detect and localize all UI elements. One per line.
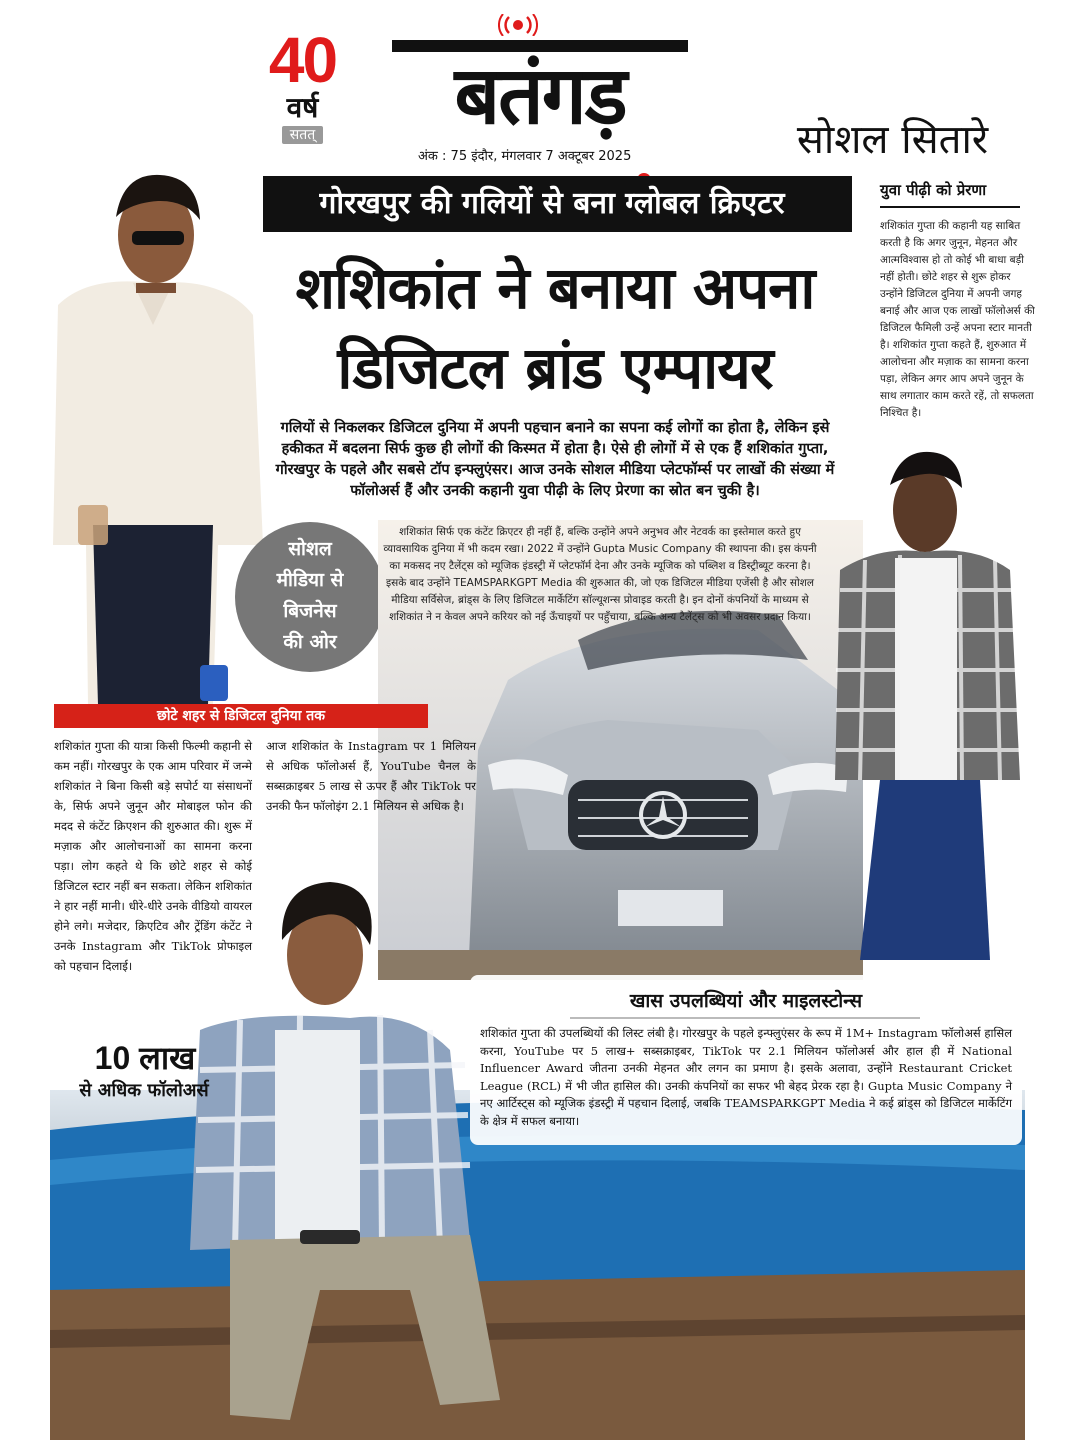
years-tag: सतत् [282,126,323,144]
portrait-photo-beige-shirt [48,165,263,705]
circle-line-2: मीडिया से [276,569,344,591]
edition-line: अंक : 75 इंदौर, मंगलवार 7 अक्टूबर 2025 [418,149,632,164]
years-number: 40 [268,24,337,96]
milestones-text: शशिकांत गुप्ता की उपलब्धियों की लिस्ट लंबी है। गोरखपुर के पहले इन्फ्लुएंसर के रूप में 1M+ Instagram फॉलोअर्स हासिल करना, YouTube पर 5 लाख+ सब्सक्राइबर, TikTok पर 2.1 मिलियन फॉलोअर्स और हाल ही में National Influencer Award जीतना उनकी मेहनत और लगन का प्रमाण है। इसके अलावा, उन्होंने Restaurant Cricket League (RCL) में भी जीत हासिल की। उनकी कंपनियों का सफर भी बेहद प्रेरक रहा है। Gupta Music Company ने नए आर्टिस्ट्स को म्यूजिक इंडस्ट्री में पहचान दिलाई, जबकि TEAMSPARKGPT Media ने कई ब्रांड्स को डिजिटल मार्केटिंग के क्षेत्र में सफल बनाया। [480,1026,1012,1128]
headline-line-1: शशिकांत ने बनाया अपना [295,254,815,322]
milestones-underline [570,1017,920,1019]
sidebar-rule [880,206,1020,208]
sidebar-text: शशिकांत गुप्ता की कहानी यह साबित करती है कि अगर जुनून, मेहनत और आत्मविश्वास हो तो कोई भी बाधा बड़ी नहीं होती। छोटे शहर से शुरू होकर उन्होंने डिजिटल दुनिया में अपनी जगह बनाई और आज एक लाखों फॉलोअर्स की डिजिटल फैमिली उन्हें अपना स्टार मानती है। शशिकांत गुप्ता कहते हैं, शुरुआत में आलोचना और मज़ाक का सामना करना पड़ा, लेकिन अगर आप अपने जुनून के साथ लगातार काम करते रहें, तो सफलता निश्चित है। [880,220,1035,419]
headline-line-2: डिजिटल ब्रांड एम्पायर [337,334,773,402]
milestones-box [470,975,1022,1145]
small-town-column-2: आज शशिकांत के Instagram पर 1 मिलियन से अधिक फॉलोअर्स हैं, YouTube चैनल के सब्सक्राइबर 5 लाख से ऊपर हैं और TikTok पर उनकी फैन फॉलोइंग 2.1 मिलियन से अधिक है। [266,739,476,813]
sidebar-inspiration [880,180,1035,422]
broadcast-icon [498,14,538,36]
circle-line-4: की ओर [283,631,337,653]
forty-years-badge [255,24,350,144]
kicker-banner: गोरखपुर की गलियों से बना ग्लोबल क्रिएटर [252,176,852,232]
business-paragraph: शशिकांत सिर्फ एक कंटेंट क्रिएटर ही नहीं हैं, बल्कि उन्होंने अपने अनुभव और नेटवर्क का इस्तेमाल करते हुए व्यावसायिक दुनिया में भी कदम रखा। 2022 में उन्होंने Gupta Music Company की स्थापना की। इस कंपनी का मकसद नए टैलेंट्स को म्यूजिक इंडस्ट्री में प्लेटफॉर्म देना और उनके म्यूजिक को पब्लिश व डिस्ट्रीब्यूट करना है। इसके बाद उन्होंने TEAMSPARKGPT Media की शुरुआत की, जो एक डिजिटल मीडिया एजेंसी है और सोशल मीडिया सर्विसेज, ब्रांड्स के लिए डिजिटल मार्केटिंग सॉल्यूशन्स प्रोवाइड करती है। इन दोनों कंपनियों के माध्यम से शशिकांत ने न केवल अपने करियर को नई ऊँचाइयों पर पहुँचाया, बल्कि अन्य टैलेंट्स को भी अवसर प्रदान किया। [383,526,817,623]
years-word: वर्ष [286,91,319,124]
followers-number: 10 लाख [94,1040,196,1076]
small-town-column-1: शशिकांत गुप्ता की यात्रा किसी फिल्मी कहानी से कम नहीं। गोरखपुर के एक आम परिवार में जन्मे शशिकांत ने बिना किसी बड़े सपोर्ट या संसाधनों के, सिर्फ अपने जुनून और मोबाइल फोन की मदद से कंटेंट क्रिएशन की शुरुआत की। शुरू में मज़ाक और आलोचनाओं का सामना करना पड़ा। लोग कहते थे कि छोटे शहर से कोई डिजिटल स्टार नहीं बन सकता। लेकिन शशिकांत ने हार नहीं मानी। धीरे-धीरे उनके वीडियो वायरल होने लगे। मजेदार, क्रिएटिव और ट्रेंडिंग कंटेंट ने उनके Instagram और TikTok प्रोफाइल को पहचान दिलाई। [54,739,252,973]
boat-photo [50,860,1025,1440]
masthead-logo [392,40,688,146]
sidebar-title: युवा पीढ़ी को प्रेरणा [880,181,987,199]
business-circle-badge [235,522,385,672]
circle-line-1: सोशल [288,538,332,560]
masthead-name: बतंगड़ [454,49,626,142]
headline [250,248,860,408]
section-title: सोशल सितारे [796,117,989,163]
circle-line-3: बिजनेस [283,600,337,622]
small-town-heading: छोटे शहर से डिजिटल दुनिया तक [54,704,428,728]
milestones-heading: खास उपलब्धियां और माइलस्टोन्स [629,990,863,1012]
followers-label: से अधिक फॉलोअर्स [79,1080,209,1101]
intro-paragraph: गलियों से निकलकर डिजिटल दुनिया में अपनी पहचान बनाने का सपना कई लोगों का होता है, लेकिन इसे हकीकत में बदलना सिर्फ कुछ ही लोगों की किस्मत में होता है। ऐसे ही लोगों में से एक हैं शशिकांत गुप्ता, गोरखपुर के पहले और सबसे टॉप इन्फ्लुएंसर। आज उनके सोशल मीडिया प्लेटफॉर्म्स पर लाखों की संख्या में फॉलोअर्स हैं और उनकी कहानी युवा पीढ़ी के लिए प्रेरणा का स्रोत बन चुकी है। [275,420,835,499]
